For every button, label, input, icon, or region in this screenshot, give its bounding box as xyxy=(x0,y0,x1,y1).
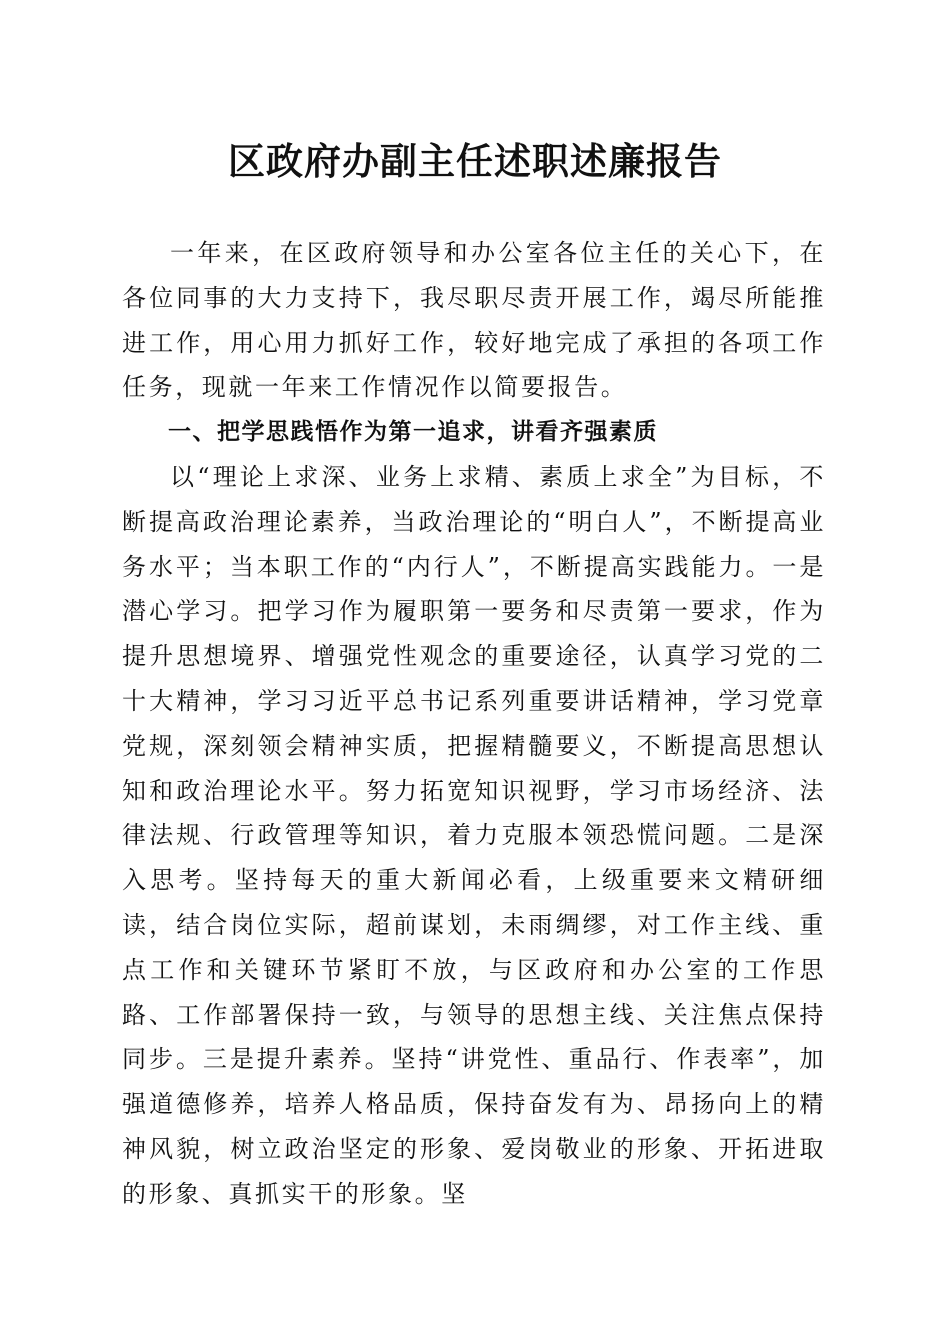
section-heading: 一、把学思践悟作为第一追求，讲看齐强素质 xyxy=(168,419,658,446)
document-body xyxy=(122,231,826,1217)
section-paragraph: 以“理论上求深、业务上求精、素质上求全”为目标，不断提高政治理论素养，当政治理论的“明白人”，不断提高业务水平；当本职工作的“内行人”，不断提高实践能力。一是潜心学习。把学习作为履职第一要务和尽责第一要求，作为提升思想境界、增强党性观念的重要途径，认真学习党的二十大精神，学习习近平总书记系列重要讲话精神，学习党章党规，深刻领会精神实质，把握精髓要义，不断提高思想认知和政治理论水平。努力拓宽知识视野，学习市场经济、法律法规、行政管理等知识，着力克服本领恐慌问题。二是深入思考。坚持每天的重大新闻必看，上级重要来文精研细读，结合岗位实际，超前谋划，未雨绸缪，对工作主线、重点工作和关键环节紧盯不放，与区政府和办公室的工作思路、工作部署保持一致，与领导的思想主线、关注焦点保持同步。三是提升素养。坚持“讲党性、重品行、作表率”，加强道德修养，培养人格品质，保持奋发有为、昂扬向上的精神风貌，树立政治坚定的形象、爱岗敬业的形象、开拓进取的形象、真抓实干的形象。坚 xyxy=(122,462,826,1208)
intro-paragraph: 一年来，在区政府领导和办公室各位主任的关心下，在各位同事的大力支持下，我尽职尽责开展工作，竭尽所能推进工作，用心用力抓好工作，较好地完成了承担的各项工作任务，现就一年来工作情况作以简要报告。 xyxy=(122,239,826,402)
document-title: 区政府办副主任述职述廉报告 xyxy=(228,139,722,183)
